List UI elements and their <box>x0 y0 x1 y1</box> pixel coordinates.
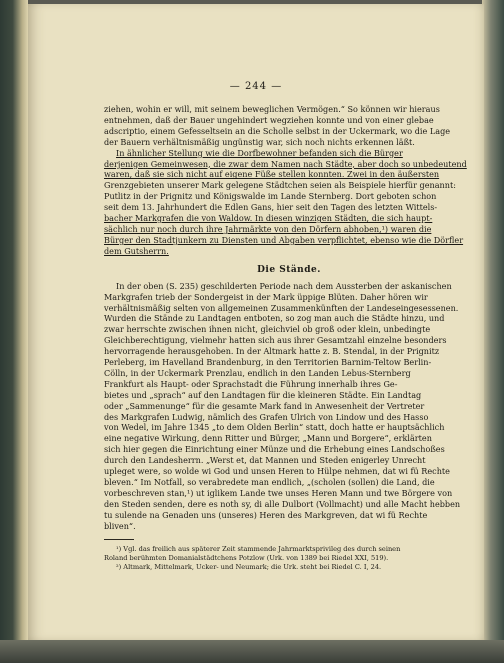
underlined-text-line: In ähnlicher Stellung wie die Dorfbewohner befanden sich die Bürger <box>116 147 403 158</box>
book-spine-edge <box>0 0 28 663</box>
underlined-text-line: waren, daß sie sich nicht auf eigene Füße stellen konnten. Zwei in den äußersten <box>104 169 440 180</box>
text-line: bietes und „sprach“ auf den Landtagen für die kleineren Städte. Ein Landtag <box>104 389 422 400</box>
text-line: hervorragende herausgehoben. In der Altmark hatte z. B. Stendal, in der Prignitz <box>104 346 440 357</box>
footnote-line: Roland berühmten Domanialstädtchens Potzlow (Urk. von 1389 bei Riedel XXI, 519). <box>104 553 389 562</box>
text-line: Grenzgebieten unserer Mark gelegene Städtchen seien als Beispiele hierfür genannt: <box>104 180 456 191</box>
text-line: tu sulende na Genaden uns (unseres) Heren des Markgreven, dat wi fü Rechte <box>104 509 428 520</box>
underlined-text-line: dem Gutsherrn. <box>104 245 169 256</box>
footnote-divider <box>104 539 134 540</box>
text-line: upleget were, so wolde wi God und unsen Heren to Hülpe nehmen, dat wi fü Rechte <box>104 466 450 477</box>
text-line: Markgrafen trieb der Sondergeist in der Mark üppige Blüten. Daher hören wir <box>104 291 428 302</box>
text-line: sich hier gegen die Einrichtung einer Münze und die Erhebung eines Landschoßes <box>104 444 445 455</box>
text-line: des Markgrafen Ludwig, nämlich des Grafen Ulrich von Lindow und des Hasso <box>104 411 429 422</box>
book-bottom-edge <box>0 640 504 663</box>
text-line: Frankfurt als Haupt- oder Sprachstadt die Führung innerhalb ihres Ge- <box>104 378 398 389</box>
paragraph-2 <box>104 281 474 532</box>
text-line: oder „Sammenunge“ für die gesamte Mark fand in Anwesenheit der Vertreter <box>104 400 425 411</box>
underlined-text-line: derjenigen Gemeinwesen, die zwar dem Namen nach Städte, aber doch so unbedeutend <box>104 158 467 169</box>
footnotes <box>104 545 474 572</box>
text-line: der Bauern verhältnismäßig ungünstig war, sich noch nichts erkennen läßt. <box>104 136 415 147</box>
text-line: Wurden die Stände zu Landtagen entboten, so zog man auch die Städte hinzu, und <box>104 313 445 324</box>
section-heading: Die Stände. <box>257 264 321 275</box>
text-line: vorbeschreven stan,¹) ut iglikem Lande twe unses Heren Mann und twe Börgere von <box>104 487 453 498</box>
text-line: den Steden senden, dere es noth sy, di alle Dulbort (Vollmacht) und alle Macht hebben <box>104 498 461 509</box>
paragraph-1 <box>104 104 474 257</box>
text-line: In der oben (S. 235) geschilderten Periode nach dem Aussterben der askanischen <box>116 280 452 291</box>
text-line: Gleichberechtigung, vielmehr hatten sich aus ihrer Gesamtzahl einzelne besonders <box>104 335 447 346</box>
underlined-text-line: sächlich nur noch durch ihre Jahrmärkte von den Dörfern abhoben,¹) waren die <box>104 223 432 234</box>
underlined-text-line: Bürger den Stadtjunkern zu Diensten und Abgaben verpflichtet, ebenso wie die Dörfler <box>104 234 464 245</box>
text-line: seit dem 13. Jahrhundert die Edlen Gans, hier seit den Tagen des letzten Wittels- <box>104 202 438 213</box>
page-body <box>104 104 474 572</box>
text-line: ziehen, wohin er will, mit seinem beweglichen Vermögen.“ So können wir hieraus <box>104 104 440 114</box>
text-line: von Wedel, im Jahre 1345 „to dem Olden Berlin“ statt, doch hatte er hauptsächlich <box>104 422 445 433</box>
text-line: Cölln, in der Uckermark Prenzlau, endlich in den Landen Lebus-Sternberg <box>104 367 411 378</box>
text-line: entnehmen, daß der Bauer ungehindert wegziehen konnte und von einer glebae <box>104 114 434 125</box>
footnote-line: ²) Altmark, Mittelmark, Ucker- und Neumark; die Urk. steht bei Riedel C. I, 24. <box>116 562 382 571</box>
text-line: Perleberg, im Havelland Brandenburg, in den Territorien Barnim-Teltow Berlin- <box>104 357 432 368</box>
book-fore-edge <box>482 0 504 663</box>
page-number: — 244 — <box>229 81 283 92</box>
text-line: bliven“. <box>104 520 136 531</box>
text-line: Putlitz in der Prignitz und Königswalde im Lande Sternberg. Dort geboten schon <box>104 191 437 202</box>
text-line: durch den Landesherrn. „Werst et, dat Mannen und Steden enigerley Unrecht <box>104 455 426 466</box>
text-line: bleven.“ Im Notfall, so verabredete man endlich, „(scholen (sollen) die Land, die <box>104 477 435 487</box>
text-line: zwar herrschte zwischen ihnen nicht, gleichviel ob groß oder klein, unbedingte <box>104 324 431 335</box>
text-line: adscriptio, einem Gefesseltsein an die Scholle selbst in der Uckermark, wo die Lage <box>104 125 451 136</box>
underlined-text-line: bacher Markgrafen die von Waldow. In diesen winzigen Städten, die sich haupt- <box>104 213 433 224</box>
text-line: eine negative Wirkung, denn Ritter und Bürger, „Mann und Borgere“, erklärten <box>104 433 432 444</box>
book-page <box>28 4 484 640</box>
footnote-line: ¹) Vgl. das freilich aus späterer Zeit stammende Jahrmarktsprivileg des durch seinen <box>116 544 401 553</box>
text-line: verhältnismäßig selten von allgemeinen Zusammenkünften der Landeseingesessenen. <box>104 302 459 313</box>
